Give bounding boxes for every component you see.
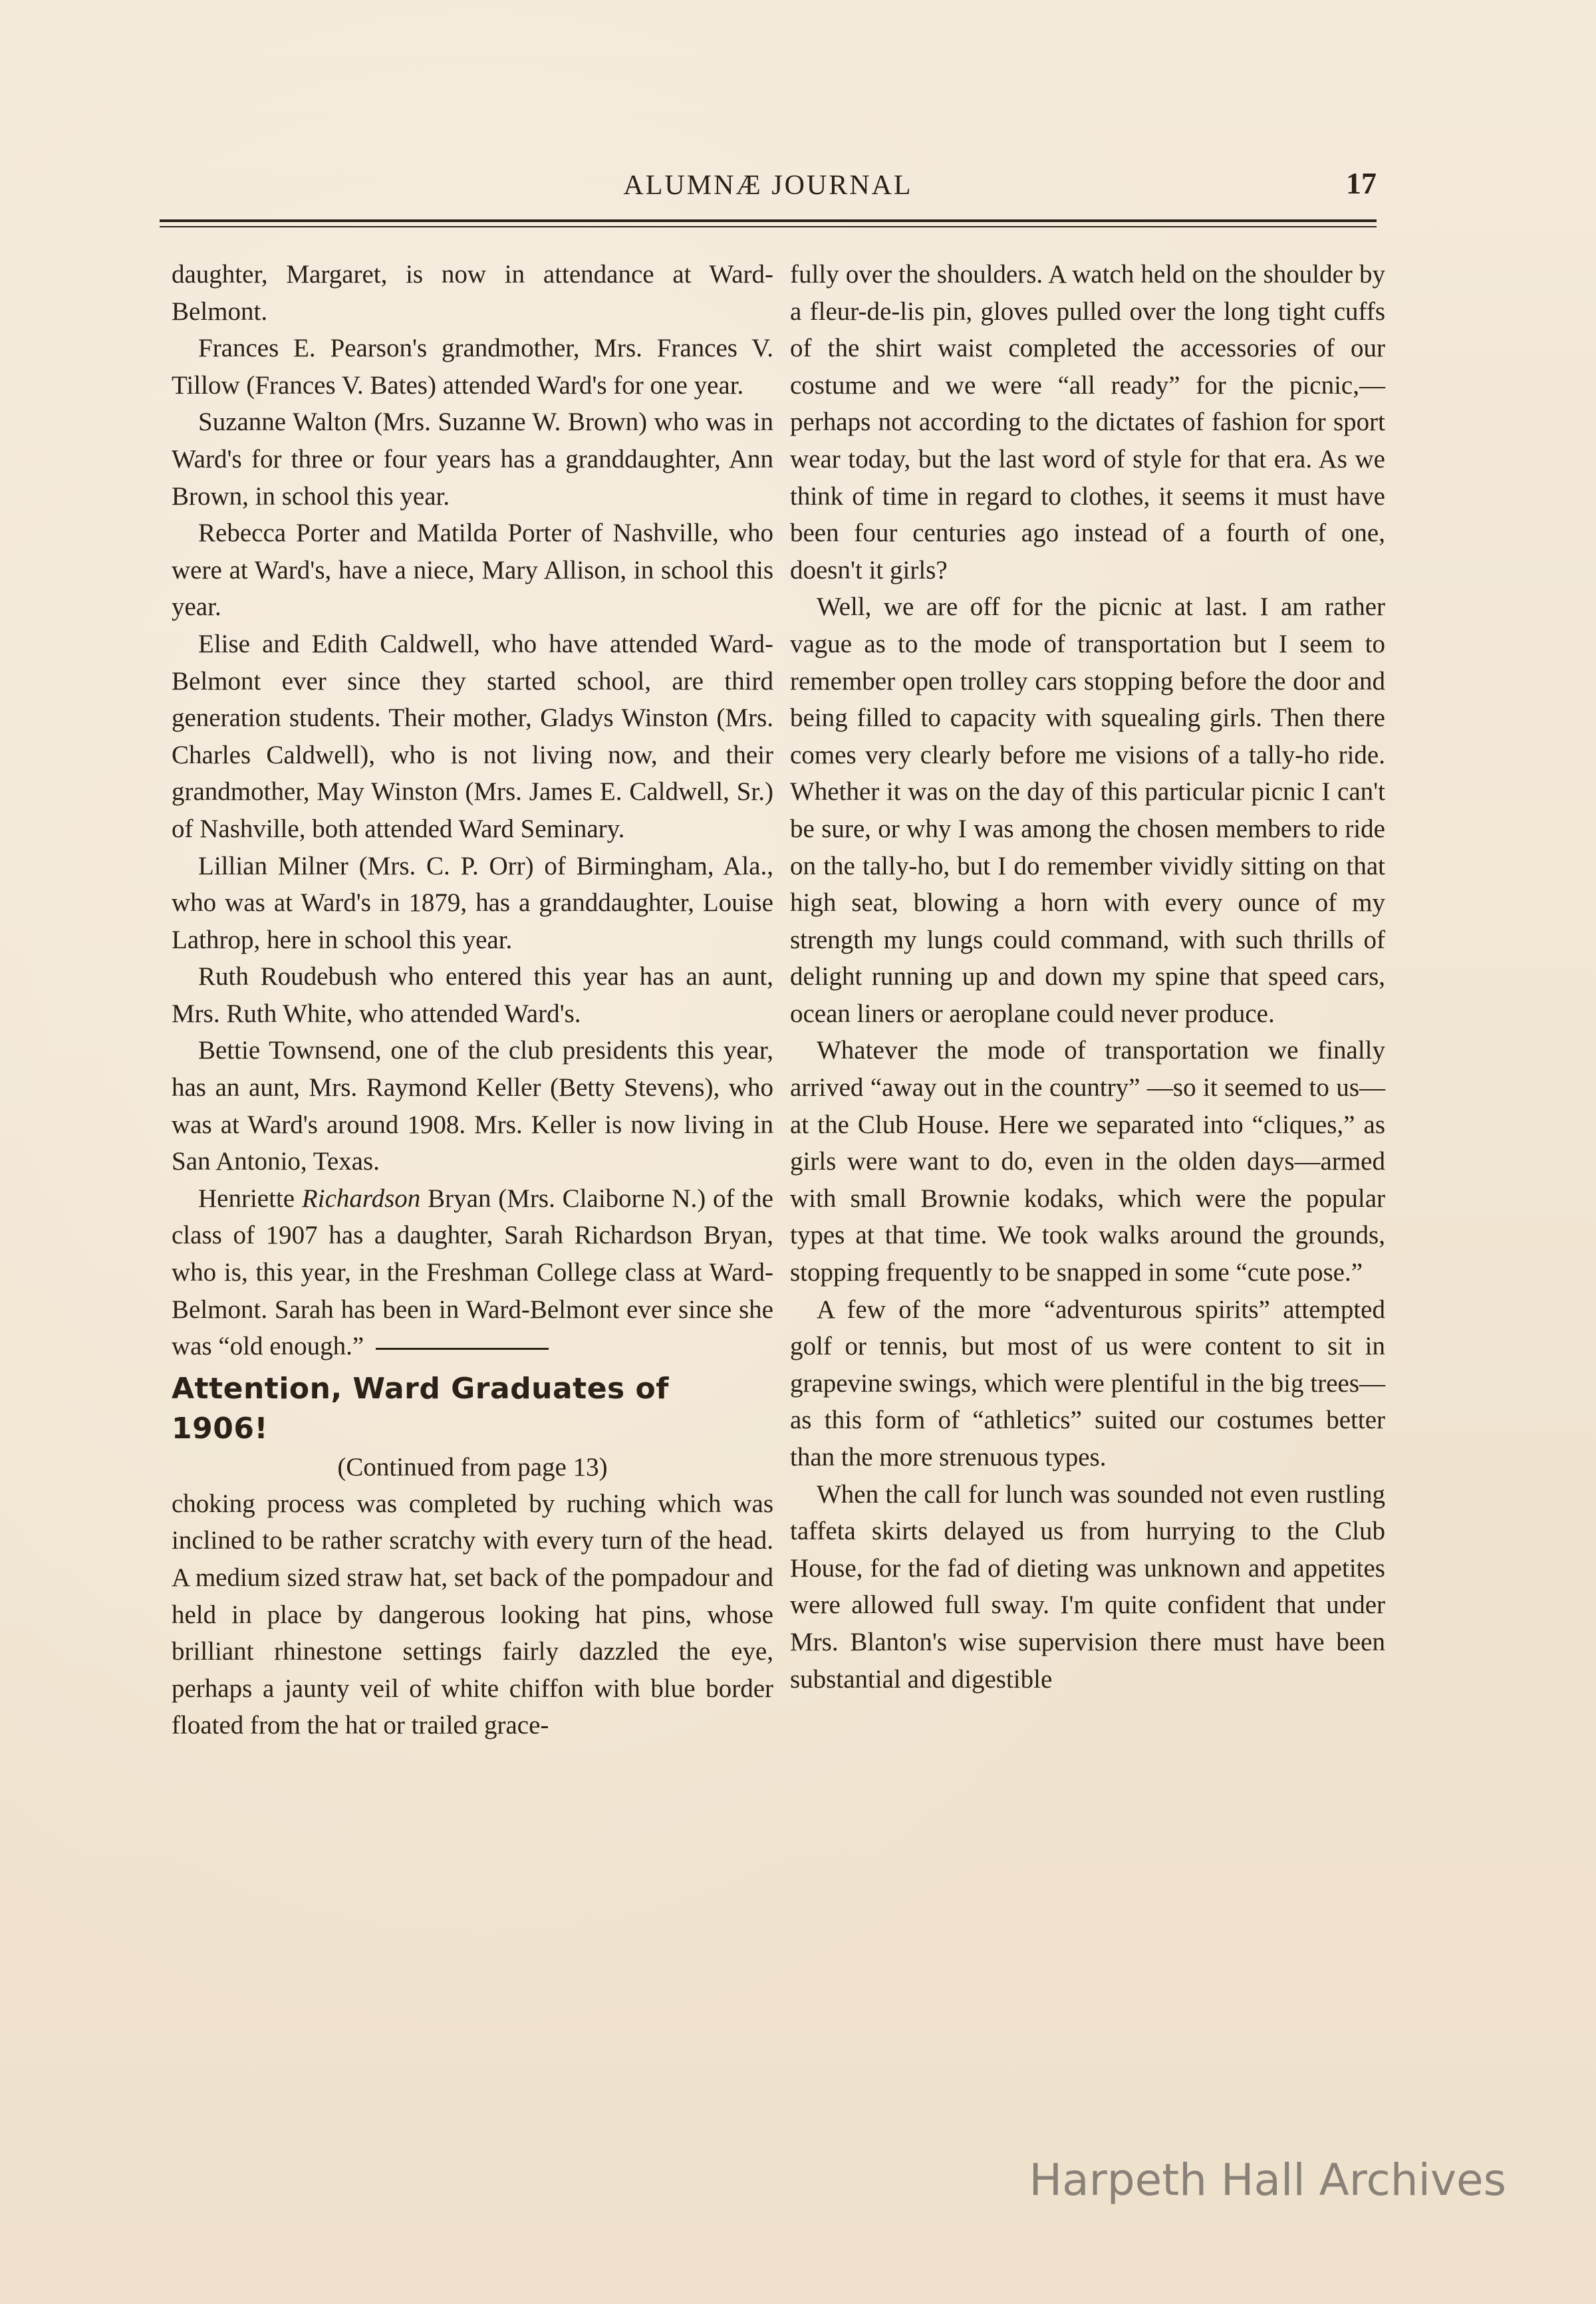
paragraph: Suzanne Walton (Mrs. Suzanne W. Brown) who was in Ward's for three or four years has a granddaughter, Ann Brown, in school this year. bbox=[172, 408, 773, 511]
continued-note: (Continued from page 13) bbox=[337, 1452, 608, 1481]
header-rule-thick bbox=[160, 219, 1377, 222]
paragraph: A few of the more “adventurous spirits” attempted golf or tennis, but most of us were content to sit in grapevine swings, which were plentiful in the big trees—as this form of “athletics” suited our costumes better than the more strenuous types. bbox=[790, 1295, 1385, 1472]
page-header bbox=[160, 166, 1377, 209]
paragraph-henriette bbox=[172, 1180, 773, 1365]
archive-watermark: Harpeth Hall Archives bbox=[1029, 2154, 1506, 2206]
paragraph: Frances E. Pearson's grandmother, Mrs. Frances V. Tillow (Frances V. Bates) attended Ward's for one year. bbox=[172, 334, 773, 400]
section-heading: Attention, Ward Graduates of 1906! bbox=[172, 1371, 669, 1446]
henriette-text-start: Henriette bbox=[198, 1184, 302, 1213]
section-end-rule bbox=[376, 1348, 549, 1350]
journal-title: ALUMNÆ JOURNAL bbox=[623, 170, 913, 201]
paragraph: Bettie Townsend, one of the club presidents this year, has an aunt, Mrs. Raymond Keller (Betty Stevens), who was at Ward's around 1908. Mrs. Keller is now living in San Antonio, Texas. bbox=[172, 1036, 773, 1176]
header-rule-thin bbox=[160, 226, 1377, 227]
right-column bbox=[790, 256, 1385, 1698]
paragraph: Elise and Edith Caldwell, who have attended Ward-Belmont ever since they started school, are third generation students. Their mother, Gladys Winston (Mrs. Charles Caldwell), who is not living now, and their grandmother, May Winston (Mrs. James E. Caldwell, Sr.) of Nashville, both attended Ward Seminary. bbox=[172, 629, 773, 843]
paragraph: Ruth Roudebush who entered this year has an aunt, Mrs. Ruth White, who attended Ward's. bbox=[172, 962, 773, 1028]
paragraph: Rebecca Porter and Matilda Porter of Nashville, who were at Ward's, have a niece, Mary Allison, in school this year. bbox=[172, 519, 773, 622]
henriette-text-end: Bryan (Mrs. Claiborne N.) of the class of 1907 has a daughter, Sarah Richardson Bryan, who is, this year, in the Freshman College class at Ward-Belmont. Sarah has been in Ward-Belmont ever since she was “old enough.” bbox=[172, 1184, 773, 1361]
paragraph: fully over the shoulders. A watch held on the shoulder by a fleur-de-lis pin, gloves pulled over the long tight cuffs of the shirt waist completed the accessories of our costume and we were “all ready” for the picnic,—perhaps not according to the dictates of fashion for sport wear today, but the last word of style for that era. As we think of time in regard to clothes, it seems it must have been four centuries ago instead of a fourth of one, doesn't it girls? bbox=[790, 260, 1385, 584]
paragraph: daughter, Margaret, is now in attendance at Ward-Belmont. bbox=[172, 260, 773, 326]
paragraph: choking process was completed by ruching which was inclined to be rather scratchy with every turn of the head. A medium sized straw hat, set back of the pompadour and held in place by dangerous looking hat pins, whose brilliant rhinestone settings fairly dazzled the eye, perhaps a jaunty veil of white chiffon with blue border floated from the hat or trailed grace- bbox=[172, 1489, 773, 1740]
paragraph: When the call for lunch was sounded not even rustling taffeta skirts delayed us from hurrying to the Club House, for the fad of dieting was unknown and appetites were allowed full sway. I'm quite confident that under Mrs. Blanton's wise supervision there must have been substantial and digestible bbox=[790, 1479, 1385, 1694]
left-column bbox=[172, 256, 773, 1744]
paragraph: Whatever the mode of transportation we finally arrived “away out in the country” —so it seemed to us—at the Club House. Here we separated into “cliques,” as girls were want to do, even in the olden days—armed with small Brownie kodaks, which were the popular types at that time. We took walks around the grounds, stopping frequently to be snapped in some “cute pose.” bbox=[790, 1036, 1385, 1287]
page-number: 17 bbox=[1346, 166, 1377, 200]
paragraph: Lillian Milner (Mrs. C. P. Orr) of Birmingham, Ala., who was at Ward's in 1879, has a granddaughter, Louise Lathrop, here in school this year. bbox=[172, 851, 773, 954]
paragraph: Well, we are off for the picnic at last. I am rather vague as to the mode of transportation but I seem to remember open trolley cars stopping before the door and being filled to capacity with squealing girls. Then there comes very clearly before me visions of a tally-ho ride. Whether it was on the day of this particular picnic I can't be sure, or why I was among the chosen members to ride on the tally-ho, but I do remember vividly sitting on that high seat, blowing a horn with every ounce of my strength my lungs could command, with such thrills of delight running up and down my spine that speed cars, ocean liners or aeroplane could never produce. bbox=[790, 592, 1385, 1028]
italic-name: Richardson bbox=[301, 1184, 421, 1213]
